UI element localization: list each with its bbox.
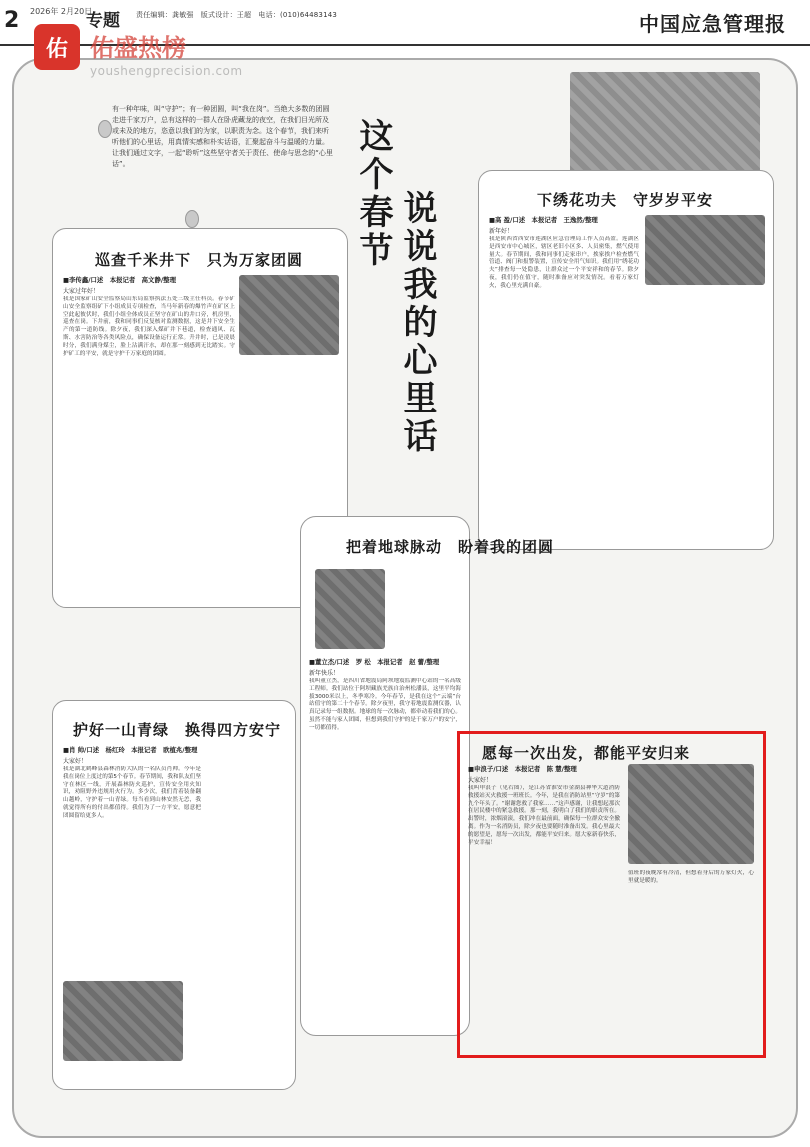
article-forest-fire (52, 700, 296, 1090)
main-title-line1: 这个春节 (353, 118, 393, 270)
mine-inspection-photo (239, 275, 339, 355)
article-body: 我是陕西省西安市莲湖区应急管理局工作人员高盈。莲湖区是西安市中心城区，辖区老旧小区多、人员密集，燃气使用量大。春节期间，我和同事们走家串户，挨家挨户检查燃气管道、阀门和报警装置，宣传安全用气知识。我们用“绣花功夫”排查每一处隐患，让群众过一个平安祥和的春节。除夕夜，我们仍在值守，随时准备应对突发情况。看着万家灯火，我心里充满自豪。 (489, 236, 639, 289)
article-body: 我叫董立杰，是四川省地震局阿坝地震监测中心站的一名高级工程师。我们站位于阿坝藏族羌族自治州松潘县，这里平均海拔3000米以上，冬季寒冷。今年春节，是我在这个“云端”台站值守的第二十个春节。除夕夜里，我守着地震监测仪器，认真记录每一组数据。地球的每一次脉动，都牵动着我们的心。虽然不能与家人团圆，但想到我们守护的是千家万户的安宁，一切都值得。 (309, 678, 461, 731)
article-earthquake-monitor (300, 516, 470, 1036)
article-body-col (489, 215, 639, 536)
article-body: 我是湖北鹤峰县森林消防大队的一名队员肖帅。今年是我在岗位上度过的第5个春节。春节期间，我和队友们坚守在林区一线，开展森林防火巡护，宣传安全用火知识，劝阻野外违规用火行为。多少次，我们背着装备翻山越岭，守护着一山青绿。每当看到山林安然无恙，我就觉得所有的付出都值得。我们为了一方平安，愿意把团圆留给更多人。 (63, 766, 201, 819)
earthquake-headline: 把着地球脉动 盼着我的团圆 (346, 538, 555, 556)
highlighted-article-box (457, 731, 766, 1058)
article-byline: ■高 盈/口述 本报记者 王逸然/整理 (489, 216, 598, 224)
watermark-logo-icon: 佑 (34, 24, 80, 70)
lantern-icon (185, 210, 199, 228)
firefighter-photo (628, 764, 754, 864)
article-greeting: 大家好！ (468, 777, 493, 784)
gas-safety-photo (645, 215, 765, 285)
article-byline: ■申浪子/口述 本报记者 陈 慧/整理 (468, 765, 577, 773)
issue-date: 2026年 2月20日 (30, 7, 93, 16)
article-greeting: 大家好！ (63, 758, 88, 765)
article-headline: 护好一山青绿 换得四方安宁 (73, 721, 282, 739)
article-body-col (468, 764, 620, 1045)
section-name: 专题 (86, 11, 120, 31)
earthquake-station-photo (315, 569, 385, 649)
watermark-url: youshengprecision.com (90, 64, 243, 78)
article-headline: 下绣花功夫 守岁岁平安 (537, 191, 714, 209)
watermark (34, 24, 304, 84)
article-gas-safety (478, 170, 774, 550)
article-greeting: 新年快乐！ (309, 670, 340, 677)
forest-patrol-photo (63, 981, 183, 1061)
page-number: 2 (4, 8, 20, 33)
article-headline: 愿每一次出发，都能平安归来 (482, 744, 691, 762)
article-byline: ■李传鑫/口述 本报记者 高文静/整理 (63, 276, 176, 284)
article-byline: ■肖 帅/口述 杨红玲 本报记者 欧植兆/整理 (63, 746, 198, 754)
intro-text: 有一种年味，叫“守护”；有一种团圆，叫“我在岗”。当绝大多数的团圆走进千家万户，总有这样的一群人在卧虎藏龙的夜空，在我们目光所及或未及的地方，恣意以我们的为家，以职责为念。这个春节，我们来听听他们的心里话，用真情实感和朴实话语，汇聚起奋斗与温暖的力量。让我们通过文字，一起“聆听”这些坚守者关于责任、使命与思念的“心里话”。 (112, 105, 333, 168)
article-headline: 巡查千米井下 只为万家团圆 (95, 251, 304, 269)
article-greeting: 大家过年好！ (63, 288, 100, 295)
lantern-icon (98, 120, 112, 138)
article-body: 我叫申浪子（见右图），是江苏省淮安市金湖县神华大道消防救援站灭火救援一班班长。今年，是我在消防站里“守岁”的第九个年头了。“谢谢您救了我家……”这声感谢，让我想起那次在居民楼中的紧急救援。那一刻，我明白了我们的职责所在。出警时，浓烟滚滚，我们冲在最前面，确保每一位群众安全撤离。作为一名消防员，除夕夜也要随时准备出发。我心里最大的愿望是，愿每一次出发，都能平安归来。愿大家新春快乐，平安幸福！ (468, 785, 620, 846)
main-title-line2: 说说我的心里话 (397, 190, 437, 456)
newspaper-masthead: 中国应急管理报 (639, 12, 786, 36)
article-greeting: 新年好！ (489, 228, 514, 235)
article-closing: 值班的夜晚常有冷清，但想着身后的万家灯火，心里就是暖的。 (628, 870, 754, 884)
festive-food-photo (570, 72, 760, 182)
editor-credits: 责任编辑：龚敏强 版式设计：王超 电话：(010)64483143 (136, 11, 338, 19)
article-body-col (309, 657, 461, 1038)
article-body: 我是国家矿山安全监察局山东局监察执法五处三级主任科员。春节矿山安全监察组矿下小组成员专项检查，当马年新春的爆竹声在矿区上空此起彼伏时，我们小组全体成员正坚守在矿山的井口旁，机房里，巡查在岗。下井前，我和同事们反复核对监测数据，这是井下安全生产的第一道防线。除夕夜，我们深入煤矿井下巷道，检查通风、瓦斯、水害防治等各类风险点，确保设备运行正常。升井时，已是凌晨时分，我们满身煤尘，脸上沾满汗水，却在那一刻感到无比踏实。守护矿工的平安，就是守护千万家庭的团圆。 (63, 296, 235, 357)
article-body-col (63, 275, 235, 596)
watermark-name: 佑盛热榜 (90, 34, 186, 62)
article-byline: ■董立杰/口述 罗 松 本报记者 赵 蕾/整理 (309, 658, 440, 666)
